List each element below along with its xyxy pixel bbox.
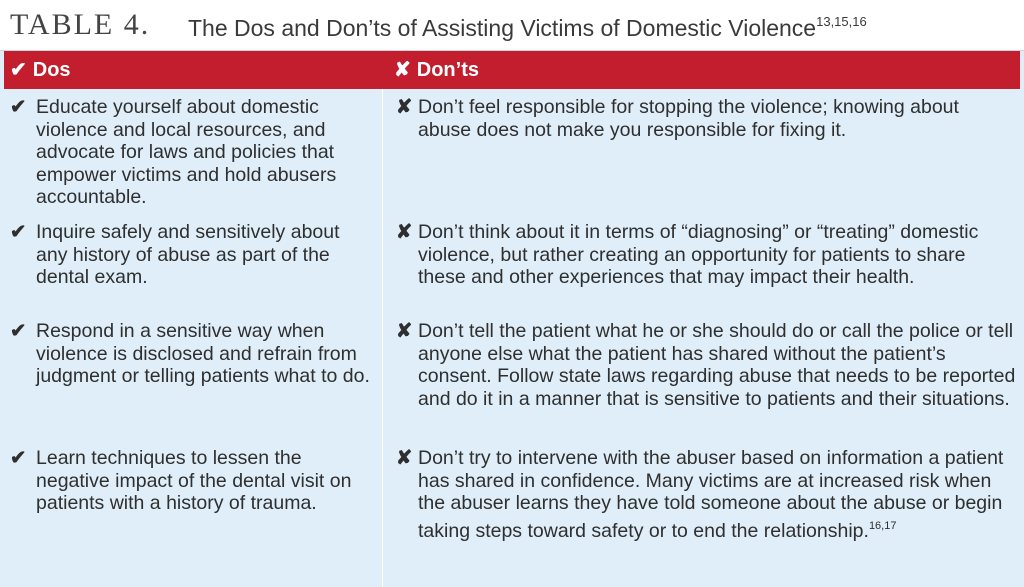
header-dos	[10, 51, 71, 89]
donts-cell	[396, 320, 1016, 410]
cross-icon: ✘	[396, 320, 413, 342]
donts-cell	[396, 221, 1016, 289]
header-donts-label: Don’ts	[416, 59, 479, 81]
check-icon: ✔	[10, 59, 27, 81]
table-title-bar	[0, 0, 1024, 51]
table-title	[188, 14, 867, 42]
donts-text-body: Don’t try to intervene with the abuser based on information a patient has shared in confidence. Many victims are at increased risk when the abuser learns they have told someone about the abuse or begin taking steps toward safety or to end the relationship.	[418, 447, 1004, 542]
cross-icon: ✘	[396, 96, 413, 118]
header-dos-label: Dos	[32, 59, 71, 81]
donts-text-refs: 16,17	[868, 519, 897, 532]
check-icon: ✔	[10, 320, 27, 342]
table-number: TABLE 4.	[10, 8, 151, 41]
table-header-row	[4, 51, 1020, 89]
cross-icon: ✘	[394, 59, 411, 81]
cross-icon: ✘	[396, 447, 413, 469]
dos-cell	[10, 447, 370, 515]
donts-text: Don’t feel responsible for stopping the violence; knowing about abuse does not make you responsible for fixing it.	[418, 96, 959, 141]
table-title-text: The Dos and Don’ts of Assisting Victims of Domestic Violence	[188, 15, 817, 41]
check-icon: ✔	[10, 96, 27, 118]
dos-cell	[10, 221, 370, 289]
dos-text: Inquire safely and sensitively about any history of abuse as part of the dental exam.	[36, 221, 340, 288]
check-icon: ✔	[10, 447, 27, 469]
cross-icon: ✘	[396, 221, 413, 243]
dos-text: Learn techniques to lessen the negative impact of the dental visit on patients with a history of trauma.	[36, 447, 352, 514]
dos-text: Respond in a sensitive way when violence is disclosed and refrain from judgment or telling patients what to do.	[36, 320, 370, 387]
table-title-refs: 13,15,16	[816, 14, 867, 29]
donts-text: Don’t think about it in terms of “diagnosing” or “treating” domestic violence, but rather creating an opportunity for patients to share these and other experiences that may impact their health.	[418, 221, 979, 288]
column-divider	[382, 89, 383, 587]
dos-text: Educate yourself about domestic violence and local resources, and advocate for laws and policies that empower victims and hold abusers accountable.	[36, 96, 337, 208]
donts-text: Don’t tell the patient what he or she should do or call the police or tell anyone else what the patient has shared without the patient’s consent. Follow state laws regarding abuse that needs to be reported and do it in a manner that is sensitive to patients and their situations.	[418, 320, 1016, 410]
donts-cell	[396, 447, 1016, 542]
header-donts	[394, 51, 479, 89]
check-icon: ✔	[10, 221, 27, 243]
donts-text	[396, 447, 1016, 542]
donts-cell	[396, 96, 1016, 141]
dos-cell	[10, 96, 370, 209]
dos-cell	[10, 320, 370, 388]
